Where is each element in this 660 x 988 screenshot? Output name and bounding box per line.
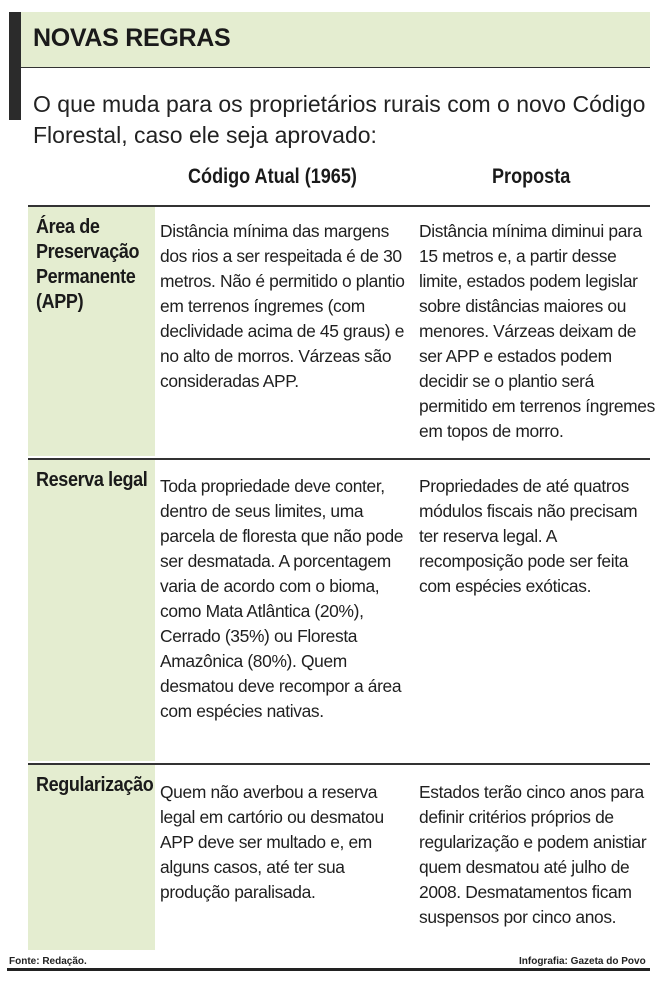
column-header-current: Código Atual (1965) [188, 165, 357, 188]
page-subtitle: O que muda para os proprietários rurais com o novo Código Florestal, caso ele seja aprovado: [33, 91, 646, 148]
row-label-reserva-legal: Reserva legal [36, 469, 148, 491]
header-band [21, 12, 650, 68]
cell-proposal-app: Distância mínima diminui para 15 metros e, a partir desse limite, estados podem legislar sobre distâncias maiores ou menores. Várzeas deixam de ser APP e estados podem decidir se o plantio será permitido em terrenos íngremes em topos de morro. [419, 221, 655, 441]
row-label-regularizacao: Regularização [36, 774, 154, 796]
row-label-app: Área de Preservação Permanente (APP) [36, 216, 140, 313]
cell-current-app: Distância mínima das margens dos rios a ser respeitada é de 30 metros. Não é permitido o plantio em terrenos íngremes (com declividade acima de 45 graus) e no alto de morros. Várzeas são consideradas APP. [160, 221, 405, 391]
cell-current-reserva-legal: Toda propriedade deve conter, dentro de seus limites, uma parcela de floresta que não pode ser desmatada. A porcentagem varia de acordo com o bioma, como Mata Atlântica (20%), Cerrado (35%) ou Floresta Amazônica (80%). Quem desmatou deve recompor a área com espécies nativas. [160, 476, 404, 721]
cell-current-regularizacao: Quem não averbou a reserva legal em cartório ou desmatou APP deve ser multado e, em alguns casos, até ter sua produção paralisada. [160, 782, 384, 902]
cell-proposal-reserva-legal: Propriedades de até quatros módulos fiscais não precisam ter reserva legal. A recomposição pode ser feita com espécies exóticas. [419, 476, 638, 596]
cell-proposal-regularizacao: Estados terão cinco anos para definir critérios próprios de regularização e podem anistiar quem desmatou até julho de 2008. Desmatamentos ficam suspensos por cinco anos. [419, 782, 647, 927]
row-label-cell [28, 765, 155, 950]
header-accent-bar [9, 12, 21, 120]
page-title: NOVAS REGRAS [33, 24, 231, 52]
source-note: Fonte: Redação. [9, 956, 87, 967]
column-header-proposal: Proposta [492, 165, 571, 188]
row-label-cell [28, 460, 155, 761]
credit-note: Infografia: Gazeta do Povo [519, 956, 646, 967]
bottom-rule [7, 968, 650, 971]
row-label-cell [28, 207, 155, 456]
